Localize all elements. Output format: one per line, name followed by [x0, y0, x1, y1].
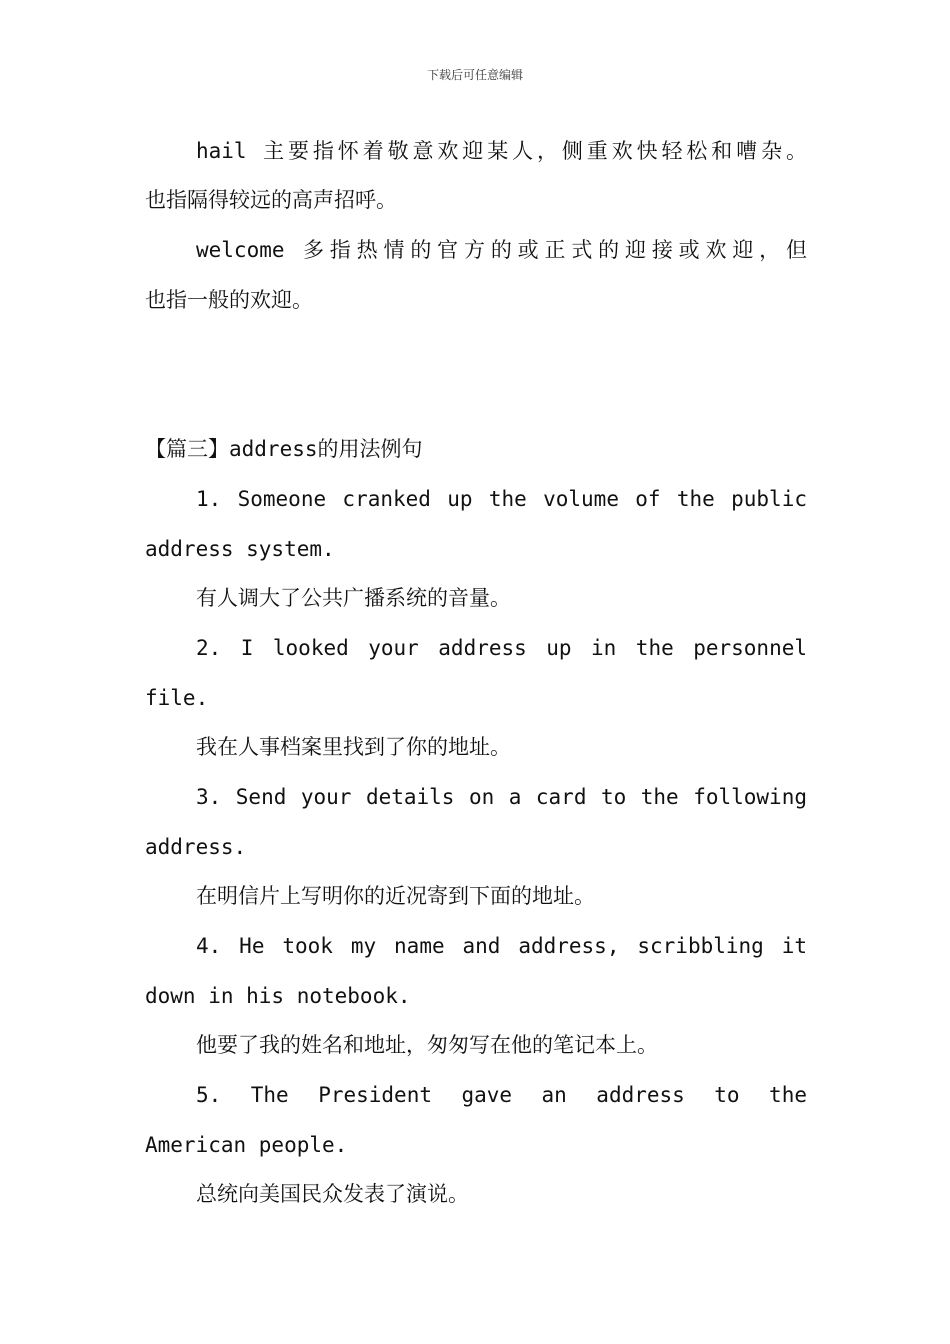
- example-4-en-line-1: 4. He took my name and address, scribbling it: [196, 934, 807, 958]
- page-header: 下载后可任意编辑: [426, 68, 523, 82]
- example-2-translation: 我在人事档案里找到了你的地址。: [196, 735, 511, 759]
- example-1-en-line-2: address system.: [145, 537, 335, 561]
- example-4-translation: 他要了我的姓名和地址，匆匆写在他的笔记本上。: [196, 1033, 658, 1057]
- welcome-paragraph-line-2: 也指一般的欢迎。: [145, 288, 313, 312]
- hail-paragraph-line-2: 也指隔得较远的高声招呼。: [145, 188, 397, 212]
- example-3-en-line-1: 3. Send your details on a card to the following: [196, 785, 807, 809]
- example-4-en-line-2: down in his notebook.: [145, 984, 411, 1008]
- example-5-en-line-2: American people.: [145, 1133, 348, 1157]
- hail-paragraph-line-1: hail 主要指怀着敬意欢迎某人，侧重欢快轻松和嘈杂。: [196, 139, 807, 163]
- example-5-en-line-1: 5. The President gave an address to the: [196, 1083, 807, 1107]
- example-1-en-line-1: 1. Someone cranked up the volume of the public: [196, 487, 807, 511]
- example-2-en-line-1: 2. I looked your address up in the personnel: [196, 636, 807, 660]
- example-3-translation: 在明信片上写明你的近况寄到下面的地址。: [196, 884, 595, 908]
- welcome-paragraph-line-1: welcome 多指热情的官方的或正式的迎接或欢迎，但: [196, 238, 807, 262]
- example-3-en-line-2: address.: [145, 835, 247, 859]
- example-5-translation: 总统向美国民众发表了演说。: [196, 1182, 469, 1206]
- example-1-translation: 有人调大了公共广播系统的音量。: [196, 586, 511, 610]
- example-2-en-line-2: file.: [145, 686, 209, 710]
- section-title: 【篇三】address的用法例句: [145, 437, 423, 461]
